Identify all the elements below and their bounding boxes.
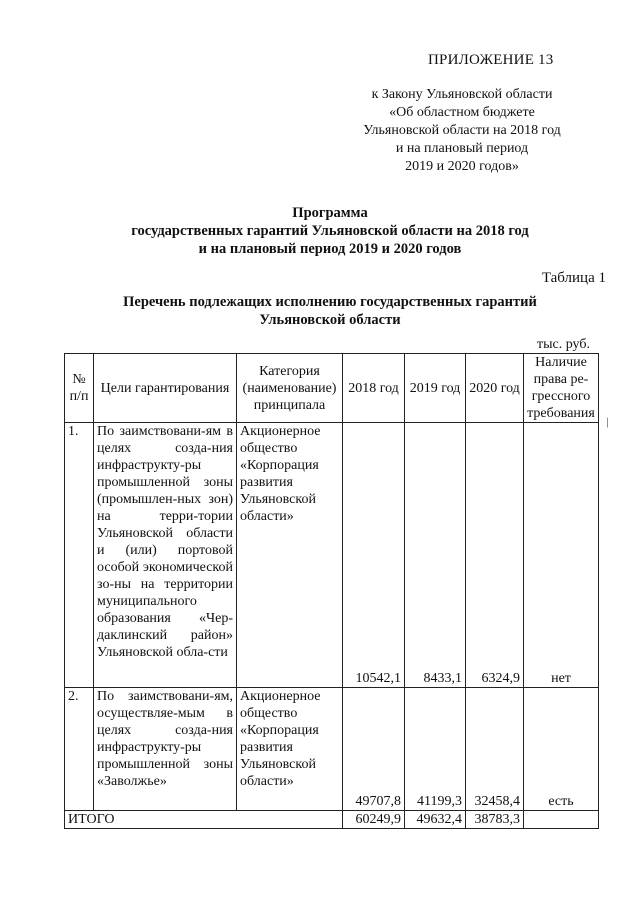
row-value-2019: 8433,1: [405, 423, 466, 688]
list-title: [60, 293, 600, 329]
row-number: 1.: [65, 423, 94, 688]
total-label: ИТОГО: [65, 811, 343, 829]
table-header-row: [65, 354, 599, 423]
law-line: и на плановый период: [395, 141, 529, 156]
row-value-2020: 6324,9: [466, 423, 524, 688]
appendix-number: ПРИЛОЖЕНИЕ 13: [428, 52, 554, 68]
header-principal: Категория (наименование) принципала: [237, 354, 343, 423]
list-title-line: Ульяновской области: [259, 312, 401, 328]
program-title: [60, 204, 600, 258]
row-regress: нет: [524, 423, 599, 688]
table-row: [65, 688, 599, 811]
row-value-2018: 49707,8: [343, 688, 405, 811]
row-value-2020: 32458,4: [466, 688, 524, 811]
header-2018: 2018 год: [343, 354, 405, 423]
total-row: [65, 811, 599, 829]
program-title-line: государственных гарантий Ульяновской области на 2018 год: [131, 223, 529, 239]
law-line: Ульяновской области на 2018 год: [363, 123, 561, 138]
table-row: [65, 423, 599, 688]
program-title-line: и на плановый период 2019 и 2020 годов: [198, 241, 462, 257]
row-number: 2.: [65, 688, 94, 811]
law-line: к Закону Ульяновской области: [371, 87, 553, 102]
row-purpose: По заимствовани-ям в целях созда-ния инфраструкту-ры промышленной зоны (промышлен-ных зон) на терри-тории Ульяновской области и (или) портовой особой экономической зо-ны на территории муниципального образования «Чер-даклинский район» Ульяновской обла-сти: [94, 423, 237, 688]
table-number: Таблица 1: [541, 270, 606, 286]
total-2018: 60249,9: [343, 811, 405, 829]
guarantees-table: [64, 353, 599, 829]
units-label: тыс. руб.: [537, 337, 590, 352]
total-regress-empty: [524, 811, 599, 829]
row-value-2019: 41199,3: [405, 688, 466, 811]
program-title-line: Программа: [292, 205, 368, 221]
row-principal: Акционерное общество «Корпорация развития Ульяновской области»: [237, 688, 343, 811]
header-num: № п/п: [65, 354, 94, 423]
total-2019: 49632,4: [405, 811, 466, 829]
row-purpose: По заимствовани-ям, осуществляе-мым в целях созда-ния инфраструкту-ры промышленной зоны «Заволжье»: [94, 688, 237, 811]
law-line: 2019 и 2020 годов»: [405, 159, 519, 174]
row-regress: есть: [524, 688, 599, 811]
header-purpose: Цели гарантирования: [94, 354, 237, 423]
law-reference: [350, 86, 574, 176]
law-line: «Об областном бюджете: [389, 105, 535, 120]
pen-mark: /: [603, 415, 613, 432]
row-principal: Акционерное общество «Корпорация развития Ульяновской области»: [237, 423, 343, 688]
row-value-2018: 10542,1: [343, 423, 405, 688]
header-2019: 2019 год: [405, 354, 466, 423]
list-title-line: Перечень подлежащих исполнению государственных гарантий: [123, 294, 537, 310]
header-regress: Наличие права ре-грессного требования: [524, 354, 599, 423]
header-2020: 2020 год: [466, 354, 524, 423]
total-2020: 38783,3: [466, 811, 524, 829]
